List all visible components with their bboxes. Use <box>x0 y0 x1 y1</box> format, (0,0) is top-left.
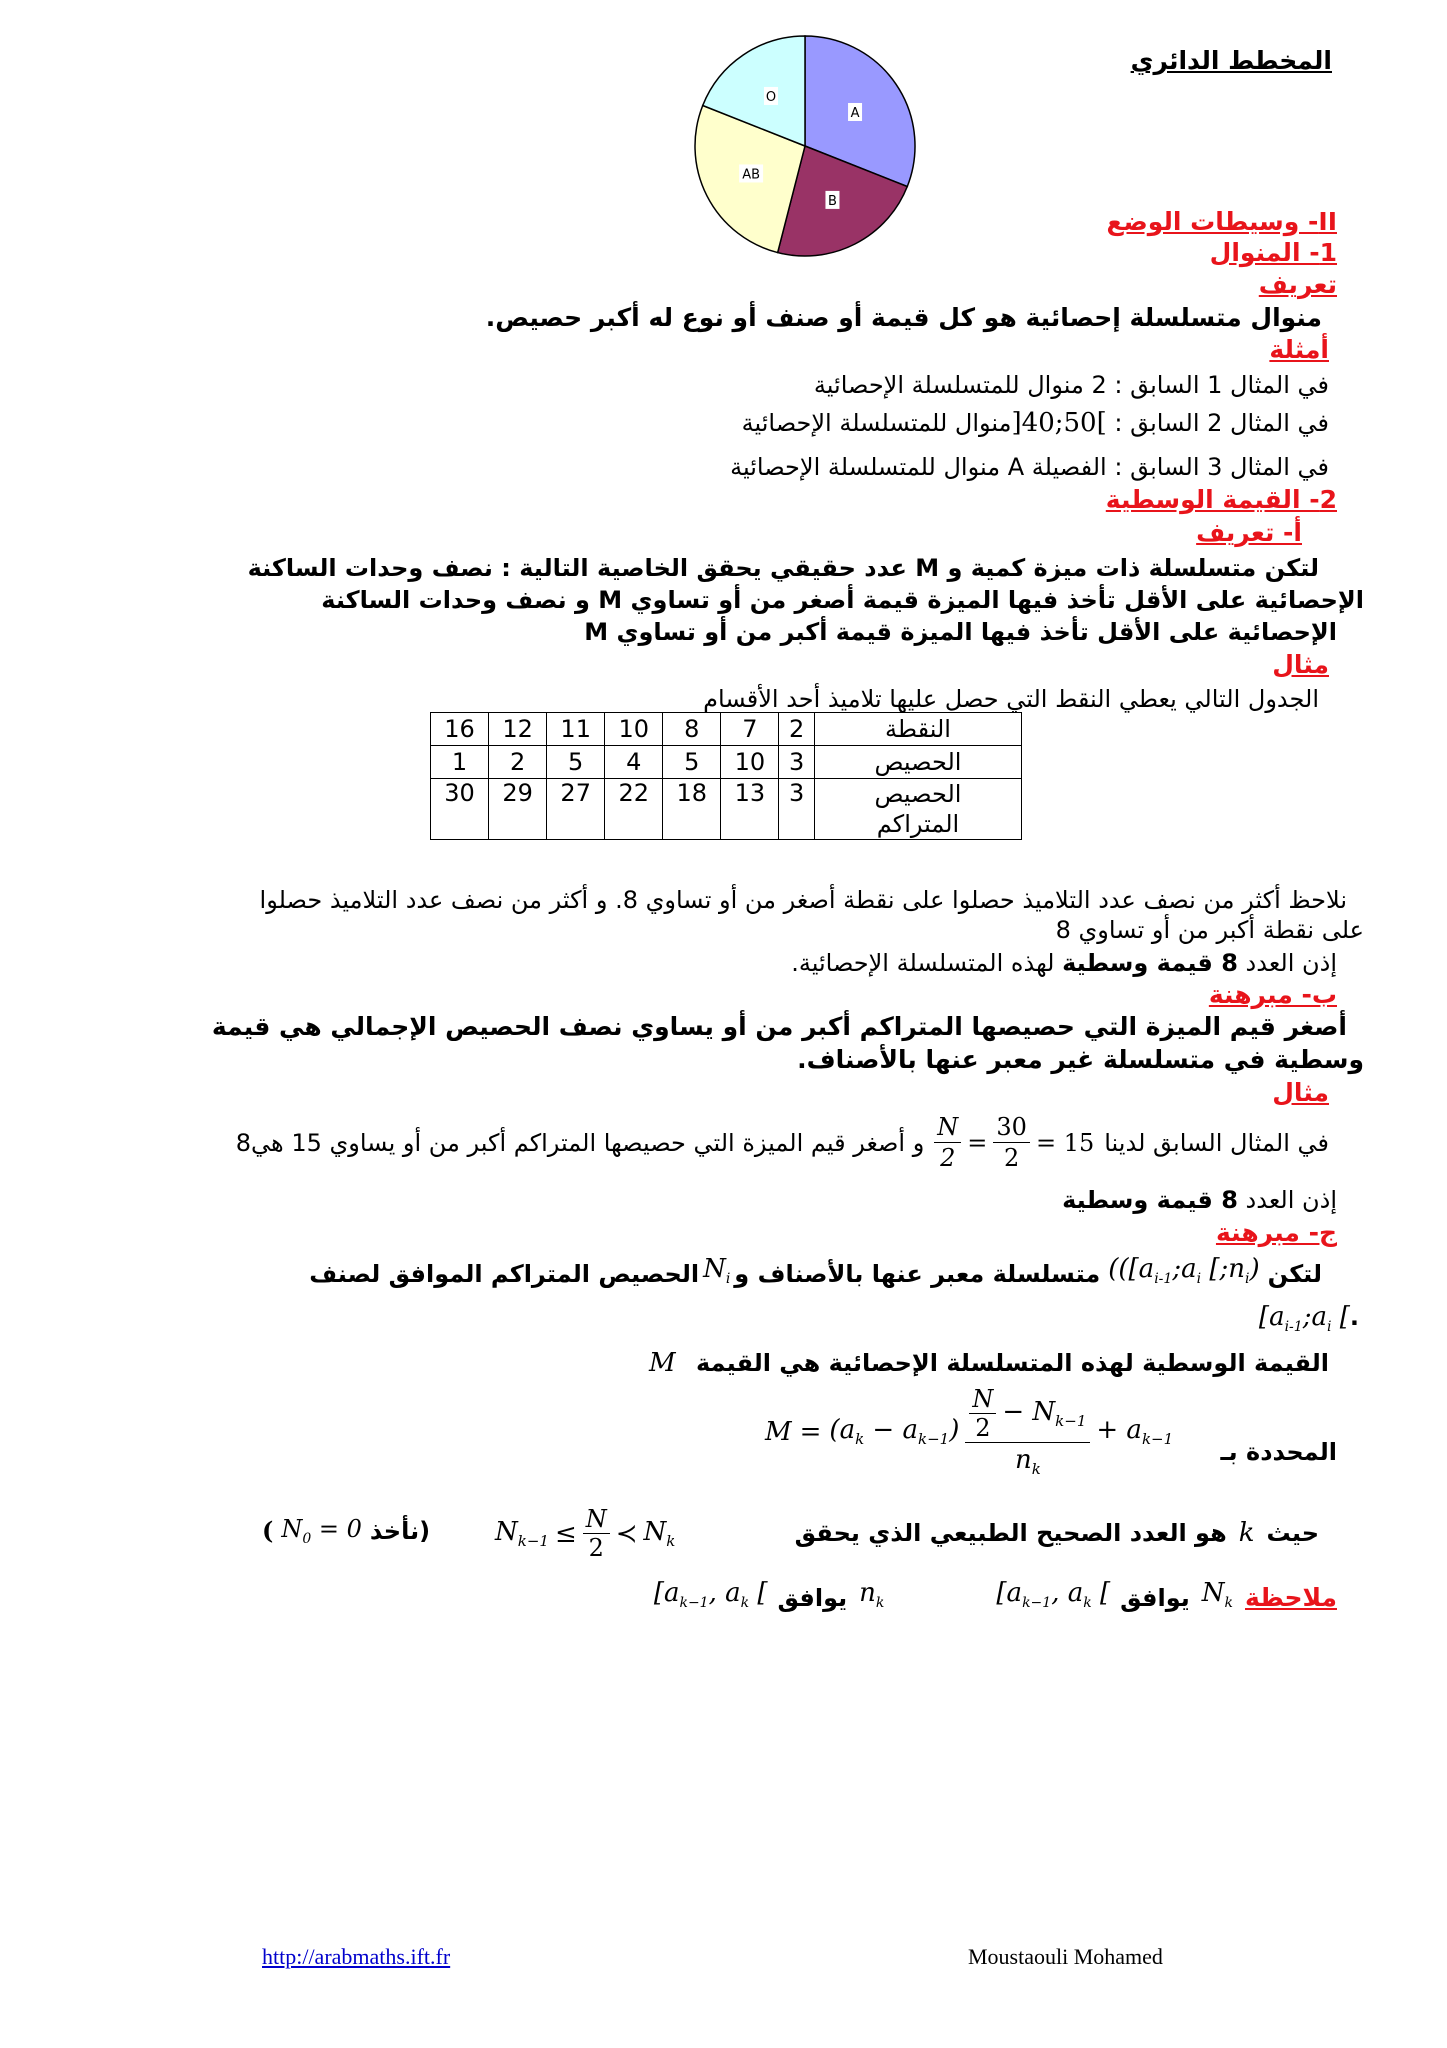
class-interval <box>1259 1302 1359 1342</box>
interval-2: [$a_{k-1}$, $a_k$ [ <box>653 1578 768 1612</box>
pie-label-o: O <box>765 89 777 105</box>
median-def-line-1: لتكن متسلسلة ذات ميزة كمية و M عدد حقيقي يحقق الخاصية التالية : نصف وحدات الساكنة <box>247 554 1319 582</box>
remark-line <box>644 1578 1337 1618</box>
k-condition: $N_{k-1}$ ≤ $\frac{N}{2}$ ≺ $N_k$ <box>495 1505 676 1562</box>
row-label: النقطة <box>815 713 1022 746</box>
where-text: حيث <box>1266 1519 1319 1547</box>
table-cell: 27 <box>547 779 605 840</box>
example-2-conclusion-bold: 8 قيمة وسطية <box>1062 1186 1238 1214</box>
table-cell: 11 <box>547 713 605 746</box>
table-cell: 12 <box>489 713 547 746</box>
example-2-sentence-prefix: في المثال السابق لدينا <box>1104 1128 1329 1157</box>
series-notation: (([$a_{i-1};a_i$ $[;n_i)$ <box>1108 1254 1260 1288</box>
corresponds-2: يوافق <box>777 1584 848 1613</box>
example-2-sentence-suffix: و أصغر قيم الميزة التي حصيصها المتراكم أكبر من أو يساوي 15 هي8 <box>235 1128 925 1157</box>
median-def-label: أ- تعريف <box>1196 518 1302 547</box>
example-2-sentence <box>236 1112 1329 1173</box>
cumulative-symbol: $N_i$ <box>703 1254 731 1288</box>
fraction-n-over-2: $\frac{N}{2}$ <box>934 1112 961 1173</box>
defined-by: المحددة بـ <box>1220 1438 1337 1466</box>
example-2-label: مثال <box>1272 1078 1329 1107</box>
mode-definition: منوال متسلسلة إحصائية هو كل قيمة أو صنف أو نوع له أكبر حصيص. <box>485 303 1322 332</box>
remark-label: ملاحظة <box>1245 1583 1337 1613</box>
take-text: (نأخذ <box>369 1516 431 1545</box>
table-intro: الجدول التالي يعطي النقط التي حصل عليها تلاميذ أحد الأقسام <box>703 685 1319 713</box>
fraction-30-over-2: $\frac{30}{2}$ <box>993 1112 1030 1173</box>
table-cell: 30 <box>431 779 489 840</box>
table-row <box>431 713 1022 746</box>
table-cell: 2 <box>489 746 547 779</box>
theorem-c-mid: متسلسلة معبر عنها بالأصناف و <box>734 1260 1101 1289</box>
conclusion-bold: 8 قيمة وسطية <box>1062 949 1238 977</box>
table-cell: 29 <box>489 779 547 840</box>
half-total-formula: $\frac{N}{2}$ = $\frac{30}{2}$ = 15 <box>934 1112 1094 1173</box>
table-cell: 10 <box>605 713 663 746</box>
row-label: الحصيص <box>815 746 1022 779</box>
theorem-c-line-1 <box>309 1254 1322 1294</box>
theorem-c-end: الحصيص المتراكم الموافق لصنف <box>309 1260 700 1289</box>
table-row <box>431 746 1022 779</box>
example-2-prefix: في المثال 2 السابق : <box>1114 409 1329 437</box>
footer-author: Moustaouli Mohamed <box>968 1944 1163 1969</box>
median-def-line-2: الإحصائية على الأقل تأخذ فيها الميزة قيمة أصغر من أو تساوي M و نصف وحدات الساكنة <box>321 586 1364 614</box>
median-symbol: M <box>649 1348 676 1378</box>
table-cell: 2 <box>779 713 815 746</box>
row-label-line: الحصيص <box>874 780 962 808</box>
where-k-line <box>795 1518 1319 1548</box>
table-cell: 7 <box>721 713 779 746</box>
period: . <box>1349 1303 1359 1331</box>
theorem-b-line-1: أصغر قيم الميزة التي حصيصها المتراكم أكبر من أو يساوي نصف الحصيص الإجمالي هي قيمة <box>211 1012 1347 1041</box>
pie-label-a: A <box>850 105 860 121</box>
note-line-1: نلاحظ أكثر من نصف عدد التلاميذ حصلوا على نقطة أصغر من أو تساوي 8. و أكثر من نصف عدد التلاميذ حصلوا <box>259 886 1347 914</box>
median-example-label: مثال <box>1272 650 1329 679</box>
theorem-c-let: لتكن <box>1267 1260 1322 1289</box>
class-interval-notation: [$a_{i-1};a_i$ [ <box>1258 1302 1350 1336</box>
table-cell: 5 <box>547 746 605 779</box>
small-nk-symbol: $n_k$ <box>859 1578 885 1612</box>
take-n0: ( $N_0 = 0$ (نأخذ <box>262 1515 431 1547</box>
theorem-c-label: ج- مبرهنة <box>1215 1218 1337 1247</box>
table-cell: 13 <box>721 779 779 840</box>
table-cell: 22 <box>605 779 663 840</box>
pie-chart <box>690 28 920 264</box>
conclusion <box>791 948 1337 978</box>
example-3-prefix: في المثال 3 السابق : <box>1114 453 1329 481</box>
result-15: = 15 <box>1035 1128 1095 1157</box>
pie-label-ab: AB <box>742 167 761 183</box>
example-2-text: منوال للمتسلسلة الإحصائية <box>741 409 1012 437</box>
example-3-text: الفصيلة A منوال للمتسلسلة الإحصائية <box>730 453 1107 481</box>
table-cell: 18 <box>663 779 721 840</box>
table-cell: 3 <box>779 746 815 779</box>
interval-1: [$a_{k-1}$, $a_k$ [ <box>996 1578 1111 1612</box>
theorem-b-line-2: وسطية في متسلسلة غير معبر عنها بالأصناف. <box>797 1045 1364 1074</box>
table-cell: 3 <box>779 779 815 840</box>
examples-label: أمثلة <box>1269 335 1329 364</box>
section-heading: II- وسيطات الوضع <box>1106 207 1337 236</box>
example-2-interval: ]40;50[ <box>1011 408 1107 438</box>
conclusion-post: لهذه المتسلسلة الإحصائية. <box>791 949 1063 977</box>
example-3 <box>730 452 1329 482</box>
k-symbol: k <box>1238 1518 1255 1548</box>
table-cell: 1 <box>431 746 489 779</box>
median-heading: 2- القيمة الوسطية <box>1105 485 1337 514</box>
mode-heading: 1- المنوال <box>1209 238 1337 267</box>
median-is-text: القيمة الوسطية لهذه المتسلسلة الإحصائية هي القيمة <box>696 1349 1329 1377</box>
grades-table <box>430 712 1022 840</box>
table-cell: 4 <box>605 746 663 779</box>
table-cell: 5 <box>663 746 721 779</box>
example-2-conclusion <box>1062 1185 1337 1215</box>
nk-symbol: $N_k$ <box>1201 1578 1233 1612</box>
k-description: هو العدد الصحيح الطبيعي الذي يحقق <box>794 1519 1227 1547</box>
pie-title: المخطط الدائري <box>1130 46 1332 75</box>
example-1-prefix: في المثال 1 السابق : <box>1114 371 1329 399</box>
example-1 <box>814 370 1329 400</box>
note-line-2: على نقطة أكبر من أو تساوي 8 <box>1055 916 1364 944</box>
corresponds-1: يوافق <box>1120 1584 1190 1613</box>
median-formula: M = $(a_k - a_{k-1})$ $\frac{N}{2}$ − $N_{k-1}$ $n_k$ + $a_{k-1}$ <box>765 1385 1174 1479</box>
theorem-b-label: ب- مبرهنة <box>1208 980 1337 1009</box>
table-cell: 10 <box>721 746 779 779</box>
example-1-text: 2 منوال للمتسلسلة الإحصائية <box>813 371 1107 399</box>
row-label <box>815 779 1022 840</box>
footer-url[interactable]: http://arabmaths.ift.fr <box>262 1944 451 1969</box>
table-row <box>431 779 1022 840</box>
example-2 <box>742 408 1329 438</box>
median-def-line-3: الإحصائية على الأقل تأخذ فيها الميزة قيمة أكبر من أو تساوي M <box>584 618 1337 646</box>
definition-label: تعريف <box>1258 270 1337 299</box>
pie-label-b: B <box>828 193 837 209</box>
example-2-conclusion-pre: إذن العدد <box>1237 1186 1337 1214</box>
row-label-line: المتراكم <box>876 810 960 838</box>
median-is-line <box>649 1348 1329 1378</box>
conclusion-pre: إذن العدد <box>1237 949 1337 977</box>
table-cell: 8 <box>663 713 721 746</box>
table-cell: 16 <box>431 713 489 746</box>
